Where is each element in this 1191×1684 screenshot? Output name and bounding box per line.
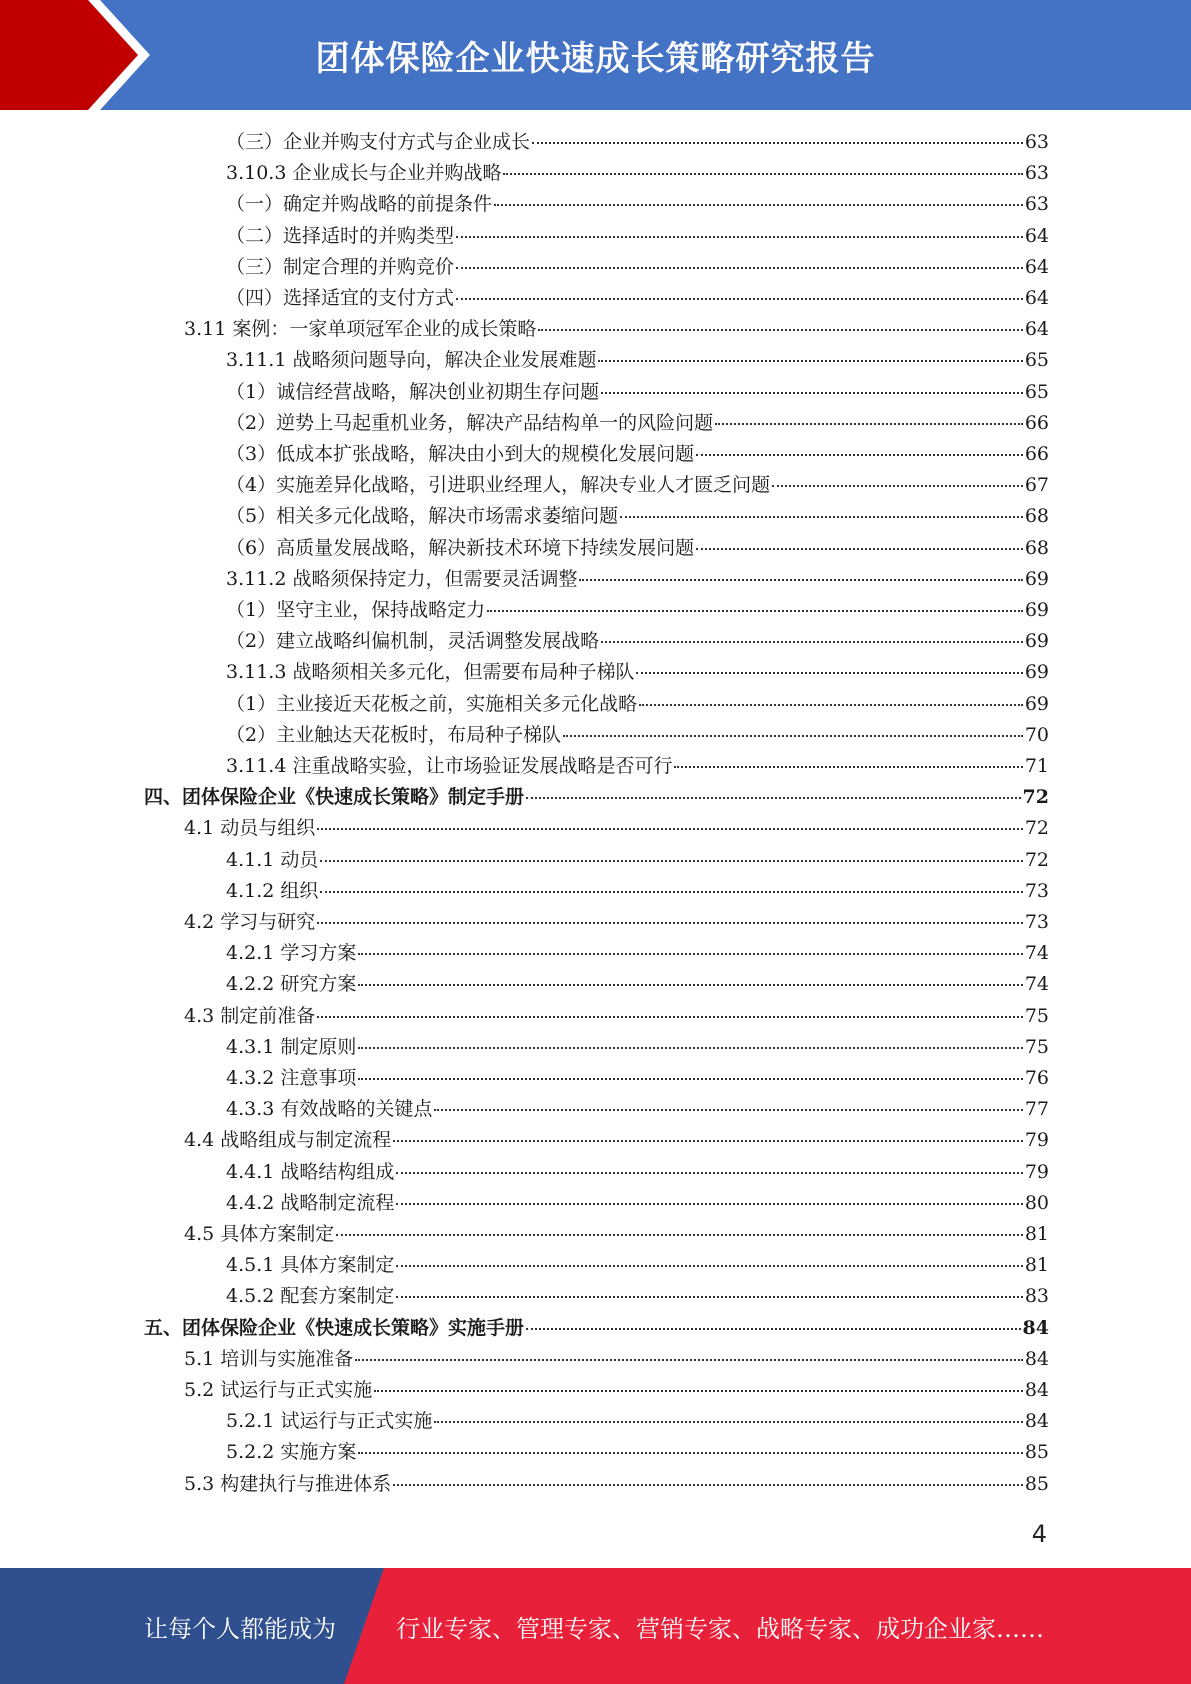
toc-entry-label: （三）企业并购支付方式与企业成长 [226, 131, 531, 153]
toc-entry[interactable] [226, 595, 1049, 626]
toc-entry-page: 68 [1024, 536, 1049, 559]
toc-entry-page: 75 [1024, 1035, 1049, 1058]
toc-dot-leader [396, 1296, 1022, 1298]
page-header [0, 0, 1191, 110]
toc-dot-leader [358, 1452, 1022, 1454]
toc-entry-page: 83 [1024, 1285, 1049, 1308]
toc-entry-label: 4.3.3 有效战略的关键点 [226, 1098, 433, 1121]
toc-entry[interactable] [226, 501, 1049, 532]
toc-entry-page: 68 [1024, 505, 1049, 528]
toc-entry[interactable] [226, 626, 1049, 657]
toc-entry[interactable] [226, 1250, 1049, 1281]
toc-dot-leader [393, 1484, 1023, 1486]
toc-dot-leader [601, 392, 1023, 394]
toc-entry-page: 66 [1024, 443, 1049, 465]
toc-dot-leader [317, 1016, 1023, 1018]
toc-dot-leader [396, 1265, 1022, 1267]
toc-entry[interactable] [226, 1281, 1049, 1312]
toc-entry-label: 3.11.1 战略须问题导向，解决企业发展难题 [226, 349, 597, 372]
toc-dot-leader [715, 423, 1023, 425]
toc-entry-page: 72 [1024, 817, 1049, 840]
toc-dot-leader [396, 1172, 1022, 1174]
toc-entry[interactable] [226, 751, 1049, 782]
toc-dot-leader [434, 1109, 1022, 1111]
toc-dot-leader [434, 1421, 1022, 1423]
toc-entry[interactable] [226, 938, 1049, 969]
toc-entry-label: （四）选择适宜的支付方式 [226, 287, 455, 309]
toc-dot-leader [358, 1078, 1022, 1080]
toc-entry-label: 4.4.1 战略结构组成 [226, 1160, 395, 1183]
toc-entry-label: 4.3.2 注意事项 [226, 1067, 357, 1089]
toc-entry-page: 84 [1022, 1316, 1049, 1339]
toc-entry[interactable] [226, 564, 1049, 595]
toc-entry[interactable] [226, 221, 1049, 252]
toc-entry-page: 65 [1024, 349, 1049, 372]
toc-entry-page: 72 [1022, 786, 1049, 809]
toc-entry-page: 75 [1024, 1004, 1049, 1027]
toc-entry[interactable] [184, 1001, 1049, 1032]
toc-entry-page: 69 [1024, 599, 1049, 621]
toc-entry-label: 5.3 构建执行与推进体系 [184, 1472, 392, 1495]
toc-entry-page: 67 [1024, 474, 1049, 497]
toc-entry-page: 63 [1024, 162, 1049, 185]
toc-entry-label: 4.3.1 制定原则 [226, 1035, 357, 1058]
toc-dot-leader [674, 766, 1022, 768]
toc-entry-page: 84 [1024, 1347, 1049, 1370]
toc-entry[interactable] [226, 657, 1049, 688]
toc-dot-leader [526, 797, 1021, 799]
toc-dot-leader [563, 735, 1023, 737]
toc-entry-label: （2）逆势上马起重机业务，解决产品结构单一的风险问题 [226, 411, 714, 434]
toc-entry-label: 3.11.2 战略须保持定力，但需要灵活调整 [226, 567, 578, 590]
toc-entry[interactable] [226, 127, 1049, 158]
toc-entry-page: 85 [1024, 1441, 1049, 1464]
page-number: 4 [1031, 1520, 1047, 1548]
toc-entry-page: 63 [1024, 131, 1049, 153]
toc-entry-page: 79 [1024, 1129, 1049, 1152]
toc-entry[interactable] [226, 689, 1049, 720]
toc-entry-page: 69 [1024, 567, 1049, 590]
toc-entry-page: 73 [1024, 879, 1049, 902]
toc-entry-label: 4.5.1 具体方案制定 [226, 1254, 395, 1277]
toc-dot-leader [636, 672, 1022, 674]
toc-entry-label: 5.2 试运行与正式实施 [184, 1379, 373, 1401]
toc-entry-page: 64 [1024, 224, 1049, 247]
toc-dot-leader [320, 860, 1022, 862]
toc-entry-page: 64 [1024, 287, 1049, 309]
toc-entry-label: 5.2.2 实施方案 [226, 1441, 357, 1464]
toc-entry-page: 69 [1024, 692, 1049, 715]
toc-entry[interactable] [184, 907, 1049, 938]
toc-dot-leader [393, 1140, 1023, 1142]
toc-entry-label: 4.3 制定前准备 [184, 1004, 316, 1027]
toc-entry-page: 69 [1024, 630, 1049, 653]
toc-entry[interactable] [184, 314, 1049, 345]
toc-entry-label: 4.2.1 学习方案 [226, 942, 357, 965]
toc-entry[interactable] [226, 252, 1049, 283]
toc-entry-label: （1）坚守主业，保持战略定力 [226, 599, 486, 621]
toc-entry-page: 70 [1024, 723, 1049, 746]
toc-entry[interactable] [226, 1406, 1049, 1437]
toc-dot-leader [456, 236, 1023, 238]
toc-entry[interactable] [226, 345, 1049, 376]
toc-dot-leader [772, 485, 1023, 487]
toc-entry-label: 3.11.4 注重战略实验，让市场验证发展战略是否可行 [226, 755, 673, 777]
toc-entry[interactable] [226, 533, 1049, 564]
toc-dot-leader [317, 828, 1023, 830]
toc-entry-page: 84 [1024, 1410, 1049, 1433]
toc-entry-page: 74 [1024, 973, 1049, 996]
toc-entry-label: 4.1 动员与组织 [184, 817, 316, 840]
toc-entry-label: 4.2.2 研究方案 [226, 973, 357, 996]
toc-entry-page: 72 [1024, 848, 1049, 871]
toc-entry-page: 73 [1024, 911, 1049, 933]
toc-entry-label: 3.11 案例：一家单项冠军企业的成长策略 [184, 318, 537, 341]
toc-entry-page: 81 [1024, 1223, 1049, 1245]
toc-entry[interactable] [184, 1344, 1049, 1375]
toc-dot-leader [456, 267, 1023, 269]
toc-entry-page: 85 [1024, 1472, 1049, 1495]
toc-entry[interactable] [226, 876, 1049, 907]
toc-entry-page: 65 [1024, 380, 1049, 403]
toc-entry-page: 76 [1024, 1067, 1049, 1089]
toc-dot-leader [374, 1390, 1023, 1392]
toc-dot-leader [487, 610, 1023, 612]
toc-entry-page: 71 [1024, 755, 1049, 777]
toc-dot-leader [532, 142, 1023, 144]
toc-entry-page: 69 [1024, 661, 1049, 684]
toc-entry-label: （2）建立战略纠偏机制，灵活调整发展战略 [226, 630, 600, 653]
toc-dot-leader [320, 891, 1022, 893]
toc-entry-label: 五、团体保险企业《快速成长策略》实施手册 [144, 1316, 525, 1339]
toc-entry[interactable] [226, 158, 1049, 189]
toc-entry[interactable] [226, 845, 1049, 876]
toc-dot-leader [696, 454, 1023, 456]
toc-entry-page: 63 [1024, 193, 1049, 216]
toc-dot-leader [598, 360, 1022, 362]
toc-entry[interactable] [226, 1188, 1049, 1219]
toc-entry-label: （1）主业接近天花板之前，实施相关多元化战略 [226, 692, 638, 715]
toc-entry-label: （1）诚信经营战略，解决创业初期生存问题 [226, 380, 600, 403]
toc-dot-leader [355, 1359, 1023, 1361]
document-title: 团体保险企业快速成长策略研究报告 [315, 38, 876, 79]
toc-entry[interactable] [226, 1157, 1049, 1188]
toc-dot-leader [601, 641, 1023, 643]
toc-entry[interactable] [144, 1313, 1049, 1344]
toc-dot-leader [639, 704, 1023, 706]
toc-entry-label: 4.1.2 组织 [226, 879, 319, 902]
toc-dot-leader [620, 516, 1023, 518]
toc-entry[interactable] [184, 1469, 1049, 1500]
toc-entry-label: （4）实施差异化战略，引进职业经理人，解决专业人才匮乏问题 [226, 474, 771, 497]
toc-entry-label: （3）低成本扩张战略，解决由小到大的规模化发展问题 [226, 443, 695, 465]
toc-dot-leader [317, 922, 1023, 924]
toc-dot-leader [396, 1203, 1022, 1205]
toc-dot-leader [358, 953, 1022, 955]
toc-entry-label: 4.2 学习与研究 [184, 911, 316, 933]
toc-entry-label: 4.4 战略组成与制定流程 [184, 1129, 392, 1152]
toc-entry[interactable] [184, 1219, 1049, 1250]
toc-entry[interactable] [226, 408, 1049, 439]
toc-entry[interactable] [226, 1437, 1049, 1468]
toc-entry-label: （二）选择适时的并购类型 [226, 224, 455, 247]
toc-entry-label: 4.1.1 动员 [226, 848, 319, 871]
toc-entry[interactable] [184, 1375, 1049, 1406]
toc-entry[interactable] [226, 1032, 1049, 1063]
toc-entry-page: 80 [1024, 1191, 1049, 1214]
toc-entry[interactable] [226, 720, 1049, 751]
toc-dot-leader [579, 579, 1022, 581]
toc-entry-label: 4.5.2 配套方案制定 [226, 1285, 395, 1308]
toc-entry-page: 84 [1024, 1379, 1049, 1401]
toc-dot-leader [538, 329, 1022, 331]
toc-entry-label: 4.4.2 战略制定流程 [226, 1191, 395, 1214]
toc-entry[interactable] [226, 1063, 1049, 1094]
toc-entry-page: 64 [1024, 318, 1049, 341]
footer-slogan-right: 行业专家、管理专家、营销专家、战略专家、成功企业家…… [396, 1614, 1044, 1643]
page-footer [0, 1568, 1191, 1684]
toc-entry[interactable] [226, 189, 1049, 220]
toc-dot-leader [503, 173, 1022, 175]
toc-entry-page: 79 [1024, 1160, 1049, 1183]
toc-entry-label: 3.11.3 战略须相关多元化，但需要布局种子梯队 [226, 661, 635, 684]
toc-entry-label: （一）确定并购战略的前提条件 [226, 193, 493, 216]
toc-entry-page: 74 [1024, 942, 1049, 965]
toc-entry-label: （6）高质量发展战略，解决新技术环境下持续发展问题 [226, 536, 695, 559]
toc-entry-label: （5）相关多元化战略，解决市场需求萎缩问题 [226, 505, 619, 528]
toc-entry-page: 64 [1024, 255, 1049, 278]
toc-entry[interactable] [184, 1125, 1049, 1156]
toc-entry-label: 5.2.1 试运行与正式实施 [226, 1410, 433, 1433]
toc-entry-label: （2）主业触达天花板时，布局种子梯队 [226, 723, 562, 746]
toc-entry[interactable] [226, 969, 1049, 1000]
toc-entry[interactable] [144, 782, 1049, 813]
toc-entry[interactable] [226, 1094, 1049, 1125]
footer-slogan-left: 让每个人都能成为 [144, 1614, 336, 1643]
toc-dot-leader [526, 1328, 1021, 1330]
toc-entry[interactable] [226, 470, 1049, 501]
toc-entry-page: 77 [1024, 1098, 1049, 1121]
toc-entry-label: 4.5 具体方案制定 [184, 1223, 335, 1245]
toc-dot-leader [696, 548, 1023, 550]
toc-entry[interactable] [226, 439, 1049, 470]
toc-entry-label: 四、团体保险企业《快速成长策略》制定手册 [144, 786, 525, 809]
toc-entry[interactable] [184, 813, 1049, 844]
toc-entry-label: 5.1 培训与实施准备 [184, 1347, 354, 1370]
toc-entry-label: 3.10.3 企业成长与企业并购战略 [226, 162, 502, 185]
toc-dot-leader [456, 298, 1023, 300]
toc-entry-page: 81 [1024, 1254, 1049, 1277]
toc-entry[interactable] [226, 377, 1049, 408]
toc-dot-leader [358, 1047, 1022, 1049]
toc-entry-page: 66 [1024, 411, 1049, 434]
toc-entry[interactable] [226, 283, 1049, 314]
toc-dot-leader [494, 204, 1023, 206]
toc-dot-leader [336, 1234, 1023, 1236]
toc-dot-leader [358, 984, 1022, 986]
toc-entry-label: （三）制定合理的并购竞价 [226, 255, 455, 278]
